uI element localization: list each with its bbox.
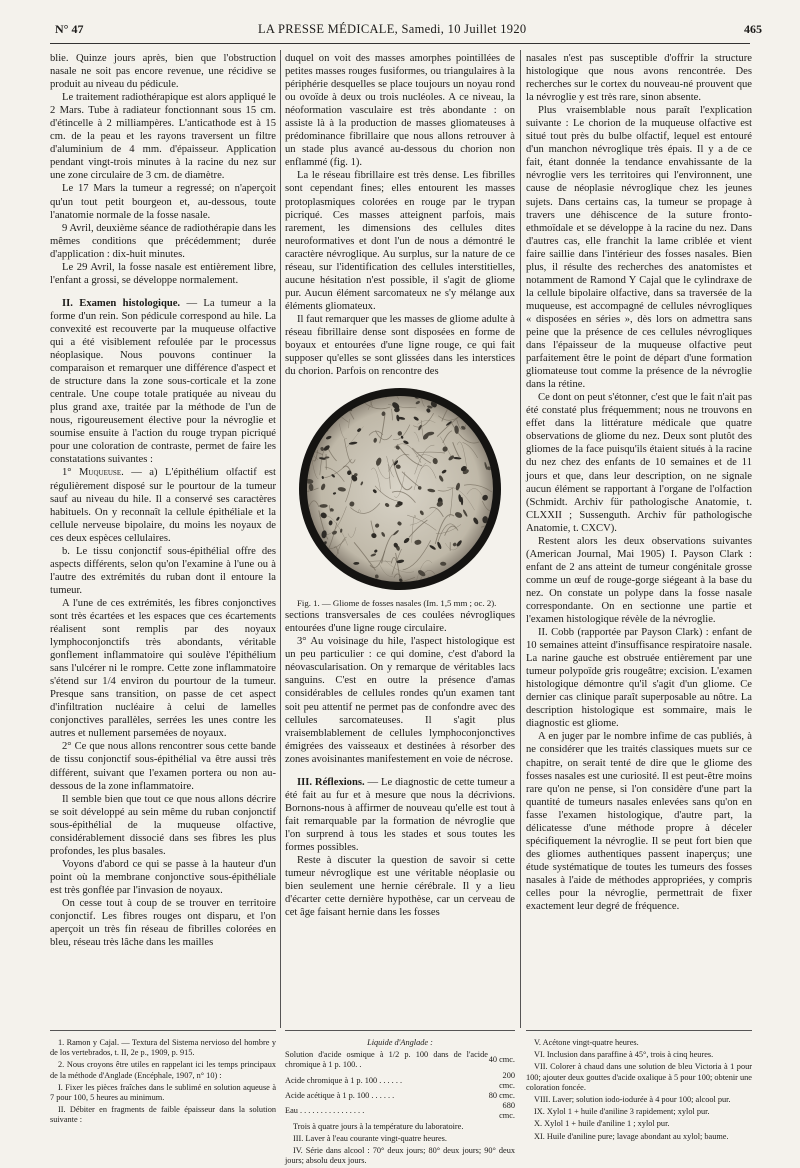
table-row [285,1091,515,1101]
column-divider [280,50,281,1028]
recipe-table [285,1050,515,1121]
column-2 [285,52,515,919]
footnote: XI. Huile d'aniline pure; lavage abondant au xylol; baume. [534,1131,729,1141]
footnote: III. Laver à l'eau courante vingt-quatre heures. [293,1133,447,1143]
footnote: X. Xylol 1 + huile d'aniline 1 ; xylol pur. [534,1119,670,1129]
paragraph: 3° Au voisinage du hile, l'aspect histologique est un peu particulier : ce qui domine, c'est d'abord la néovascularisation. On y remarque de véritables lacs sanguins. C'est en outre la présence d'amas considérables de cellules rondes qu'un examen tant soit peu attentif ne permet pas de confondre avec des cellules sarcomateuses. Il s'agit plus vraisemblablement de cellules lymphoconjonctives émigrées des vaisseaux et destinées à résorber des zones avoisinantes manifestement en voie de nécrose. [285,636,515,765]
section-3 [285,776,515,854]
footnote-rule [50,1030,276,1031]
footnote: VIII. Laver; solution iodo-iodurée à 4 pour 100; alcool pur. [534,1095,731,1105]
paragraph: Le 29 Avril, la fosse nasale est entièrement libre, l'enfant a grossi, se développe normalement. [50,261,276,286]
paragraph: Ce dont on peut s'étonner, c'est que le fait n'ait pas été constaté plus fréquemment; nous ne trouvons en effet dans la littérature médicale que quatre observations de gliome du nez. Deux sont plutôt des gliomes de la face puisqu'ils étaient situés à la racine du nez chez des enfants de 10 semaines et de 11 jours et que, dans leur description, on ne signale aucun élément se rapportant à l'organe de l'olfaction (Schmidt. Archiv für pathologische Anatomie, t. CLXXII ; Sussenguth. Archiv für pathologische Anatomie, t. CXCV). [526,392,752,534]
recipe-ingredient: Acide acétique à 1 p. 100 . . . . . . [285,1091,395,1101]
paragraph [50,466,276,544]
footnote-rule [526,1030,752,1031]
recipe-quantity: 80 cmc. [488,1091,515,1101]
paragraph: Le 17 Mars la tumeur a regressé; on n'aperçoit qu'un tout petit bourgeon et, au-dessous, toute l'anatomie normale de la fosse nasale. [50,183,276,221]
journal-title: LA PRESSE MÉDICALE, Samedi, 10 Juillet 1920 [258,22,527,36]
footnote: 1. Ramon y Cajal. — Textura del Sistema nervioso del hombre y de los vertebrados, t. II, 2e p., 1909, p. 915. [50,1038,276,1058]
paragraph: A en juger par le nombre infime de cas publiés, à ne considérer que les traités classiques muets sur ce chapitre, on serait tenté de dire que le gliome des fosses nasales est une curiosité. Il est peut-être moins rare qu'on ne pense, si l'on considère d'une part la quantité de tumeurs nasales enlevées sans qu'on en fasse l'examen histologique, d'autre part, la délicatesse d'une méthode propre à déceler spécifiquement la névroglie. Il se peut fort bien que des gliomes authentiques passent inaperçus; une étude systématique de toutes les tumeurs des fosses nasales à l'aide de méthodes appropriées, y compris celles pour la névroglie, permettrait de fixer exactement leur degré de fréquence. [526,731,752,913]
paragraph: Restent alors les deux observations suivantes (American Journal, Mai 1905) I. Payson Clark : enfant de 2 ans atteint de tumeur congénitale grosse comme un œuf de rouge-gorge siégeant à la base du nez. On constate un polype dans la fosse nasale correspondante. On en sectionne une partie et l'examen histologique révèle de la névroglie. [526,535,752,626]
footnote: II. Débiter en fragments de faible épaisseur dans la solution suivante : [50,1105,276,1125]
section-text: — Le diagnostic de cette tumeur a été fait au fur et à mesure que nous la décrivions. Bornons-nous à affirmer de nouveau qu'elle est tout à fait remarquable par la formation de névroglie que l'on surprend à tous les stades et sous toutes les formes possibles. [285,776,515,853]
footnotes-column-3 [526,1038,752,1144]
footnote-rule [285,1030,515,1031]
footnotes-column-2 [285,1038,515,1168]
paragraph: Le traitement radiothérapique est alors appliqué le 2 Mars. Tube à radiateur fonctionnant sous 15 cm. d'étincelle à 2 milliampères. L'anticathode est à 15 cm. de la peau et les rayons traversent un filtre d'aluminium de 4 mm. d'épaisseur. Application pendant vingt-trois minutes à la racine du nez sur une zone circulaire de 3 cm. de diamètre. [50,92,276,182]
micrograph-image [285,384,515,594]
paragraph: 2° Ce que nous allons rencontrer sous cette bande de tissu conjonctif sous-épithélial va être aussi très différent, suivant que l'examen portera ou non au-dessous de la zone inflammatoire. [50,741,276,792]
page-header [0,20,800,42]
paragraph: sections transversales de ces coulées névrogliques entourées d'une ligne rouge circulaire. [285,610,515,635]
paragraph: 9 Avril, deuxième séance de radiothérapie dans les mêmes conditions que précédemment; durée d'application : dix-huit minutes. [50,222,276,260]
paragraph: Voyons d'abord ce qui se passe à la hauteur d'un point où la membrane conjonctive sous-épithéliale est très gonflée par l'invasion de noyaux. [50,858,276,896]
paragraph: La le réseau fibrillaire est très dense. Les fibrilles sont cependant fines; elles entourent les masses protoplasmiques colorées en rouge par le trypan picriqué. Ces masses atteignent parfois, mais rarement, les dimensions des cellules dites neuroformatives et dont l'un de nous a démontré le caractère névroglique. Au surplus, sur la nature de ce réseau, sur l'identification des cellules interstitielles, aucune hésitation n'est possible, il s'agit de gliome pur. Aucun élément sarcomateux ne s'y mélange aux éléments gliomateux. [285,170,515,312]
subsection-heading: 1° Muqueuse. [62,467,124,479]
table-row [285,1071,515,1091]
table-row [285,1050,515,1070]
footnote: IV. Série dans alcool : 70° deux jours; 80° deux jours; 90° deux jours; absolu deux jours. [285,1146,515,1166]
footnotes-column-1 [50,1038,276,1128]
table-row [285,1101,515,1121]
recipe-ingredient: Acide chromique à 1 p. 100 . . . . . . [285,1075,403,1085]
column-1 [50,52,276,949]
figure-caption: Fig. 1. — Gliome de fosses nasales (Im. 1,5 mm ; oc. 2). [297,598,497,609]
footnote: VI. Inclusion dans paraffine à 45°, trois à cinq heures. [534,1050,714,1060]
section-heading: II. Examen histologique. [62,297,181,309]
page-number: 465 [744,22,762,36]
recipe-ingredient: Eau . . . . . . . . . . . . . . . . [285,1106,365,1116]
figure-1 [285,384,515,594]
paragraph: A l'une de ces extrémités, les fibres conjonctives sont très écartées et les espaces que ces écartements réalisent sont remplis par des noyaux lymphoconjonctifs très abondants, véritable gonflement inflammatoire qui soulève l'épithélium sans l'ulcérer ni le rompre. Cette zone inflammatoire s'étend sur 1/4 environ du pourtour de la tumeur. Presque sans transition, on passe de cet aspect d'infiltration nucléaire à celui de lamelles conjonctives parallèles, serrées les unes contre les autres et nullement parsemées de noyaux. [50,597,276,740]
paragraph: duquel on voit des masses amorphes pointillées de petites masses rouges fusiformes, ou triangulaires à la périphérie desquelles se place toujours un noyau rond ou ovoïde à deux ou trois nucléoles. A ce niveau, la néoformation vasculaire est très abondante : on assiste là à la production de masses gliomateuses à prédominance fibrillaire que nous allons retrouver à un stade plus avancé au-dessous du chorion non enflammé (fig. 1). [285,53,515,169]
section-heading: III. Réflexions. [297,776,365,788]
recipe-quantity: 200 cmc. [499,1070,515,1090]
paragraph: blie. Quinze jours après, bien que l'obstruction nasale ne soit pas encore revenue, une récidive se produit au niveau du pédicule. [50,53,276,91]
column-divider [520,50,521,1028]
footnote: V. Acétone vingt-quatre heures. [534,1038,639,1047]
footnote: IX. Xylol 1 + huile d'aniline 3 rapidement; xylol pur. [534,1107,710,1117]
section-2 [50,297,276,467]
micrograph-field [307,396,493,582]
recipe-quantity: 40 cmc. [488,1055,515,1065]
footnote: 2. Nous croyons être utiles en rappelant ici les temps principaux de la méthode d'Anglade (Encéphale, 1907, n° 10) : [50,1060,276,1080]
recipe-title: Liquide d'Anglade : [367,1038,433,1047]
paragraph: Plus vraisemblable nous paraît l'explication suivante : Le chorion de la muqueuse olfactive est situé tout près du bulbe olfactif, lequel est entouré d'un manchon névroglique très épais. Il y a de ce fait, étant donnée la tendance envahissante de la névroglie vers les territoires qui l'environnent, une cause de néoplasie névroglique chez les jeunes sujets. Dans certains cas, la tumeur se propage à travers une déhiscence de la suture fronto-ethmoïdale et se développe à la racine du nez. Dans d'autres cas, elle franchit la lame criblée et vient faire saillie dans l'intérieur des fosses nasales. Bien plus, il résulte des recherches des anatomistes et notamment de Ramond Y Cajal que le cylindraxe de la cellule bipolaire olfactive, dans sa traversée de la muqueuse, est accompagné de cellules névrogliques « disposées en séries », dès lors on admettra sans peine que la présence de ces cellules névrogliques dans l'épaisseur de la muqueuse olfactive peut parfaitement être le point de départ d'une formation gliomateuse tout comme la présence de la névroglie dans la rétine. [526,105,752,391]
column-3 [526,52,752,913]
paragraph: Il semble bien que tout ce que nous allons décrire se soit développé au sein même du ruban conjonctif sous-épithélial de la muqueuse olfactive, considérablement dissocié dans ses fibres les plus profondes, les plus basales. [50,793,276,857]
paragraph-text: — a) L'épithélium olfactif est régulièrement disposé sur le pourtour de la tumeur sauf au niveau du hile. Il a conservé ses caractères habituels. On y reconnaît la cellule épithéliale et la cellule nerveuse bipolaire, du moins les noyaux de ces deux espèces cellulaires. [50,467,276,544]
paragraph: On cesse tout à coup de se trouver en territoire conjonctif. Les fibres rouges ont disparu, et l'on aperçoit un très fin réseau de fibrilles colorées en bleu, réseau très lâche dans les mailles [50,898,276,949]
paragraph: b. Le tissu conjonctif sous-épithélial offre des aspects différents, selon qu'on l'examine à l'une ou à l'autre des extrémités du ruban dont il entoure la tumeur. [50,545,276,596]
footnote: Trois à quatre jours à la température du laboratoire. [293,1121,464,1131]
recipe-ingredient: Solution d'acide osmique à 1/2 p. 100 dans de l'acide chromique à 1 p. 100. . [285,1050,488,1070]
paragraph: Reste à discuter la question de savoir si cette tumeur névroglique est une véritable néoplasie ou bien seulement une hernie cérébrale. Il y a lieu d'écarter cette dernière hypothèse, car un cerveau de cet âge faisant hernie dans les fosses [285,855,515,919]
paragraph: nasales n'est pas susceptible d'offrir la structure histologique que nous avons rencontrée. Des recherches sur le cortex du nouveau-né prouvent que la névroglie y est très rare, sinon absente. [526,53,752,104]
header-rule [50,43,750,44]
footnote: I. Fixer les pièces fraîches dans le sublimé en solution aqueuse à 7 pour 100, 5 heures au minimum. [50,1082,276,1103]
paragraph: Il faut remarquer que les masses de gliome adulte à réseau fibrillaire dense sont disposées en forme de boyaux et entourées d'une ligne rouge, ce qui fait supposer qu'elles se sont glissées dans les interstices du chorion. Parfois on rencontre des [285,313,515,378]
recipe-quantity: 680 cmc. [499,1101,515,1121]
issue-number: N° 47 [55,22,84,36]
section-text: — La tumeur a la forme d'un rein. Son pédicule correspond au hile. La convexité est recouverte par la muqueuse olfactive qui a été visiblement refoulée par le processus néoplasique. Nous pouvons continuer la comparaison et remarquer une différence d'aspect et de structure dans la zone sous-corticale et la zone centrale. Une coupe totale pratiquée au niveau du plus grand axe, traitée par la méthode de l'un de nous, rigoureusement élective pour la névroglie et soumise ensuite à l'action du rouge trypan picriqué pour une coloration de contraste, permet de faire les constatations suivantes : [50,297,276,466]
footnote: VII. Colorer à chaud dans une solution de bleu Victoria à 1 pour 100; ajouter deux gouttes d'acide oxalique à 5 pour 100; obtenir une coloration foncée. [526,1062,752,1092]
paragraph: II. Cobb (rapportée par Payson Clark) : enfant de 10 semaines atteint d'insuffisance respiratoire nasale. La narine gauche est obstruée entièrement par une tumeur polypoïde gris rougeâtre; excision. L'examen histologique démontre qu'il s'agit d'un gliome. Ce dernier cas clinique paraît superposable au nôtre. La description histologique est sommaire, mais le diagnostic est gliome. [526,627,752,730]
